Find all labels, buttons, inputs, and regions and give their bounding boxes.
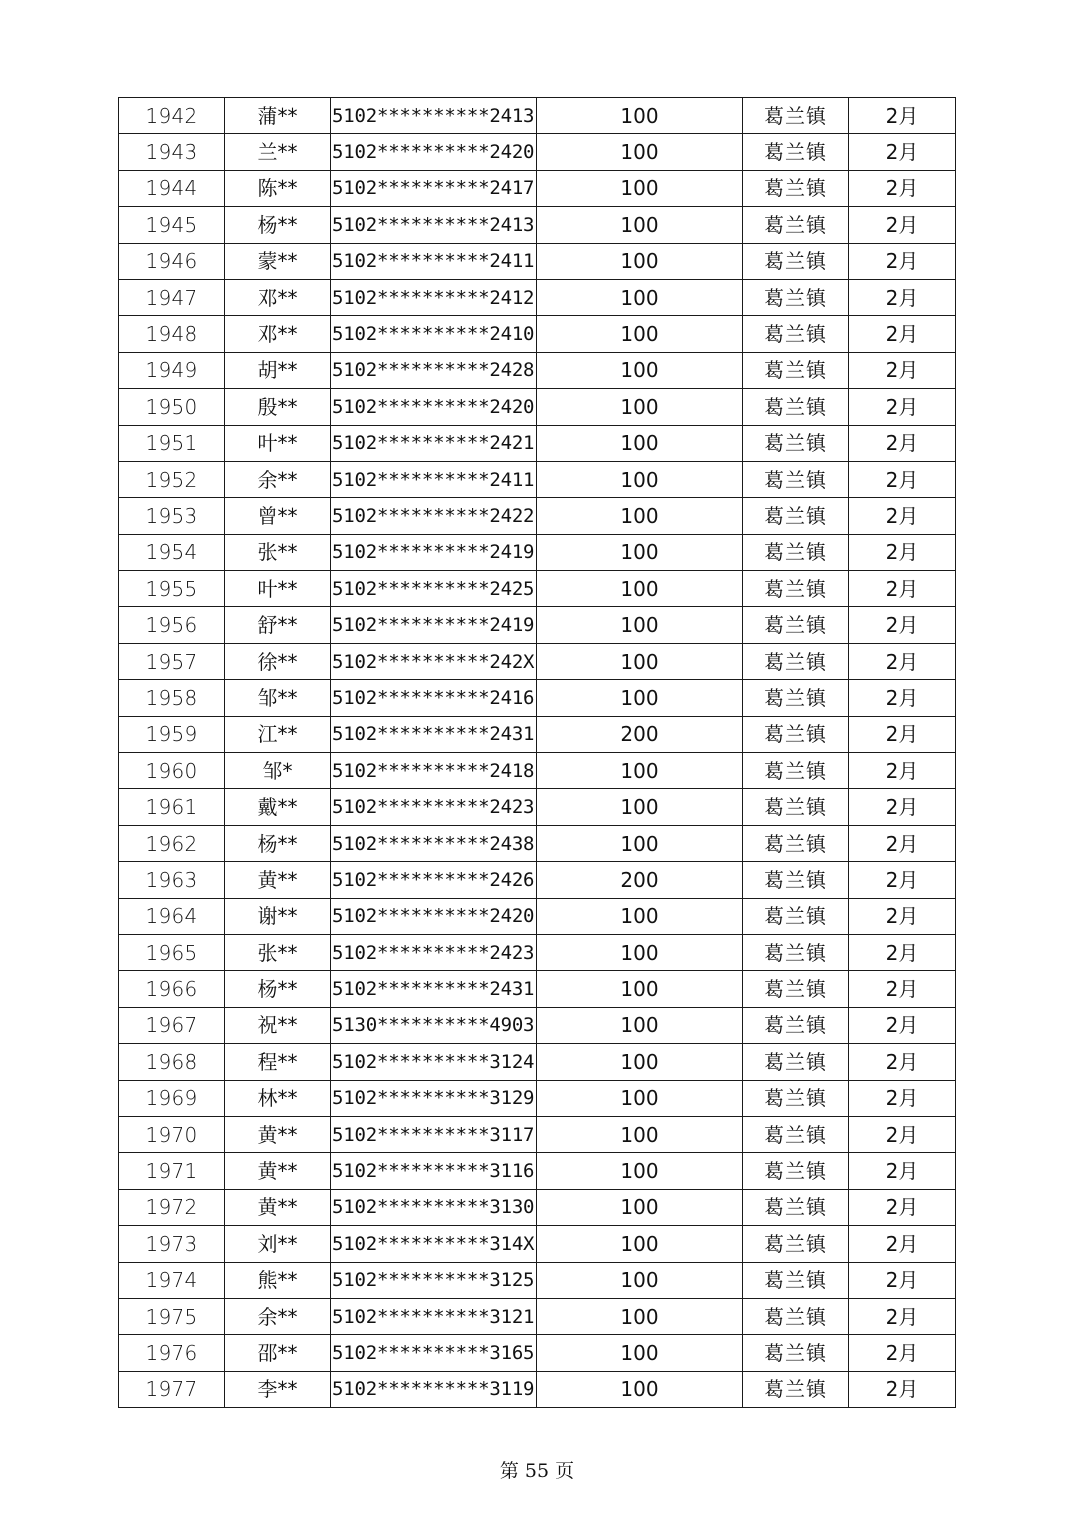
cell-month: 2月 bbox=[849, 789, 956, 825]
cell-id-number: 5102**********2422 bbox=[331, 498, 537, 534]
cell-seq: 1950 bbox=[119, 389, 225, 425]
cell-town: 葛兰镇 bbox=[743, 134, 849, 170]
cell-name: 谢** bbox=[225, 898, 331, 934]
cell-amount: 100 bbox=[537, 571, 743, 607]
cell-id-number: 5102**********3117 bbox=[331, 1116, 537, 1152]
cell-seq: 1972 bbox=[119, 1189, 225, 1225]
cell-seq: 1973 bbox=[119, 1226, 225, 1262]
cell-id-number: 5102**********2420 bbox=[331, 898, 537, 934]
cell-id-number: 5102**********2428 bbox=[331, 352, 537, 388]
cell-month: 2月 bbox=[849, 716, 956, 752]
cell-id-number: 5102**********2418 bbox=[331, 753, 537, 789]
cell-amount: 100 bbox=[537, 825, 743, 861]
cell-amount: 100 bbox=[537, 534, 743, 570]
cell-amount: 100 bbox=[537, 279, 743, 315]
table-row bbox=[119, 1116, 956, 1152]
cell-town: 葛兰镇 bbox=[743, 207, 849, 243]
cell-town: 葛兰镇 bbox=[743, 862, 849, 898]
table-row bbox=[119, 753, 956, 789]
cell-name: 徐** bbox=[225, 643, 331, 679]
cell-month: 2月 bbox=[849, 862, 956, 898]
cell-town: 葛兰镇 bbox=[743, 1371, 849, 1407]
cell-month: 2月 bbox=[849, 1044, 956, 1080]
cell-id-number: 5102**********2438 bbox=[331, 825, 537, 861]
cell-name: 祝** bbox=[225, 1007, 331, 1043]
cell-name: 蒲** bbox=[225, 98, 331, 134]
cell-amount: 200 bbox=[537, 716, 743, 752]
cell-town: 葛兰镇 bbox=[743, 352, 849, 388]
cell-seq: 1977 bbox=[119, 1371, 225, 1407]
cell-id-number: 5102**********2411 bbox=[331, 461, 537, 497]
cell-seq: 1971 bbox=[119, 1153, 225, 1189]
cell-seq: 1951 bbox=[119, 425, 225, 461]
cell-amount: 100 bbox=[537, 1298, 743, 1334]
cell-amount: 100 bbox=[537, 498, 743, 534]
cell-month: 2月 bbox=[849, 1262, 956, 1298]
cell-amount: 100 bbox=[537, 898, 743, 934]
cell-name: 余** bbox=[225, 461, 331, 497]
cell-id-number: 5102**********2420 bbox=[331, 389, 537, 425]
cell-seq: 1958 bbox=[119, 680, 225, 716]
cell-town: 葛兰镇 bbox=[743, 498, 849, 534]
cell-id-number: 5102**********3125 bbox=[331, 1262, 537, 1298]
cell-month: 2月 bbox=[849, 1080, 956, 1116]
table-row bbox=[119, 1044, 956, 1080]
cell-month: 2月 bbox=[849, 971, 956, 1007]
table-row bbox=[119, 461, 956, 497]
cell-id-number: 5102**********3119 bbox=[331, 1371, 537, 1407]
table-row bbox=[119, 607, 956, 643]
table-row bbox=[119, 643, 956, 679]
cell-seq: 1966 bbox=[119, 971, 225, 1007]
cell-id-number: 5102**********2425 bbox=[331, 571, 537, 607]
cell-town: 葛兰镇 bbox=[743, 1262, 849, 1298]
table-row bbox=[119, 971, 956, 1007]
cell-town: 葛兰镇 bbox=[743, 789, 849, 825]
cell-name: 曾** bbox=[225, 498, 331, 534]
cell-amount: 100 bbox=[537, 1262, 743, 1298]
cell-id-number: 5102**********2419 bbox=[331, 534, 537, 570]
cell-month: 2月 bbox=[849, 607, 956, 643]
cell-id-number: 5102**********2423 bbox=[331, 934, 537, 970]
table-row bbox=[119, 934, 956, 970]
cell-seq: 1970 bbox=[119, 1116, 225, 1152]
cell-id-number: 5102**********2431 bbox=[331, 971, 537, 1007]
cell-id-number: 5102**********242X bbox=[331, 643, 537, 679]
cell-town: 葛兰镇 bbox=[743, 316, 849, 352]
cell-id-number: 5102**********2417 bbox=[331, 170, 537, 206]
cell-town: 葛兰镇 bbox=[743, 243, 849, 279]
cell-town: 葛兰镇 bbox=[743, 1007, 849, 1043]
cell-amount: 100 bbox=[537, 243, 743, 279]
cell-id-number: 5102**********2413 bbox=[331, 207, 537, 243]
cell-seq: 1949 bbox=[119, 352, 225, 388]
cell-month: 2月 bbox=[849, 316, 956, 352]
cell-amount: 100 bbox=[537, 1226, 743, 1262]
cell-seq: 1967 bbox=[119, 1007, 225, 1043]
cell-name: 邹* bbox=[225, 753, 331, 789]
cell-seq: 1961 bbox=[119, 789, 225, 825]
cell-id-number: 5102**********3129 bbox=[331, 1080, 537, 1116]
subsidy-table bbox=[118, 97, 956, 1408]
cell-name: 杨** bbox=[225, 971, 331, 1007]
cell-id-number: 5102**********3121 bbox=[331, 1298, 537, 1334]
cell-month: 2月 bbox=[849, 498, 956, 534]
cell-month: 2月 bbox=[849, 1298, 956, 1334]
cell-name: 张** bbox=[225, 534, 331, 570]
table-row bbox=[119, 1335, 956, 1371]
cell-seq: 1962 bbox=[119, 825, 225, 861]
cell-id-number: 5102**********2410 bbox=[331, 316, 537, 352]
cell-amount: 100 bbox=[537, 1335, 743, 1371]
cell-month: 2月 bbox=[849, 1007, 956, 1043]
cell-month: 2月 bbox=[849, 534, 956, 570]
cell-town: 葛兰镇 bbox=[743, 898, 849, 934]
table-row bbox=[119, 716, 956, 752]
cell-amount: 100 bbox=[537, 134, 743, 170]
cell-name: 蒙** bbox=[225, 243, 331, 279]
cell-town: 葛兰镇 bbox=[743, 389, 849, 425]
table-row bbox=[119, 898, 956, 934]
cell-name: 余** bbox=[225, 1298, 331, 1334]
cell-month: 2月 bbox=[849, 1226, 956, 1262]
cell-town: 葛兰镇 bbox=[743, 825, 849, 861]
table-row bbox=[119, 389, 956, 425]
cell-seq: 1954 bbox=[119, 534, 225, 570]
cell-name: 叶** bbox=[225, 425, 331, 461]
cell-seq: 1946 bbox=[119, 243, 225, 279]
cell-seq: 1953 bbox=[119, 498, 225, 534]
cell-month: 2月 bbox=[849, 461, 956, 497]
cell-seq: 1943 bbox=[119, 134, 225, 170]
cell-town: 葛兰镇 bbox=[743, 643, 849, 679]
cell-seq: 1959 bbox=[119, 716, 225, 752]
cell-amount: 100 bbox=[537, 607, 743, 643]
cell-seq: 1944 bbox=[119, 170, 225, 206]
cell-month: 2月 bbox=[849, 352, 956, 388]
cell-town: 葛兰镇 bbox=[743, 680, 849, 716]
cell-id-number: 5102**********2421 bbox=[331, 425, 537, 461]
cell-month: 2月 bbox=[849, 425, 956, 461]
table-row bbox=[119, 498, 956, 534]
cell-name: 黄** bbox=[225, 862, 331, 898]
cell-id-number: 5102**********2411 bbox=[331, 243, 537, 279]
cell-seq: 1945 bbox=[119, 207, 225, 243]
cell-town: 葛兰镇 bbox=[743, 1189, 849, 1225]
cell-amount: 100 bbox=[537, 753, 743, 789]
cell-month: 2月 bbox=[849, 1371, 956, 1407]
cell-month: 2月 bbox=[849, 134, 956, 170]
cell-town: 葛兰镇 bbox=[743, 425, 849, 461]
cell-town: 葛兰镇 bbox=[743, 1044, 849, 1080]
table-row bbox=[119, 571, 956, 607]
cell-town: 葛兰镇 bbox=[743, 607, 849, 643]
table-row bbox=[119, 98, 956, 134]
cell-month: 2月 bbox=[849, 898, 956, 934]
cell-amount: 100 bbox=[537, 1371, 743, 1407]
cell-seq: 1947 bbox=[119, 279, 225, 315]
table-row bbox=[119, 1189, 956, 1225]
cell-id-number: 5102**********3165 bbox=[331, 1335, 537, 1371]
cell-town: 葛兰镇 bbox=[743, 716, 849, 752]
table-row bbox=[119, 279, 956, 315]
cell-name: 邵** bbox=[225, 1335, 331, 1371]
cell-seq: 1974 bbox=[119, 1262, 225, 1298]
cell-name: 刘** bbox=[225, 1226, 331, 1262]
cell-town: 葛兰镇 bbox=[743, 1153, 849, 1189]
table-row bbox=[119, 680, 956, 716]
cell-id-number: 5102**********314X bbox=[331, 1226, 537, 1262]
cell-seq: 1955 bbox=[119, 571, 225, 607]
cell-month: 2月 bbox=[849, 934, 956, 970]
cell-town: 葛兰镇 bbox=[743, 571, 849, 607]
table-row bbox=[119, 134, 956, 170]
cell-id-number: 5102**********3116 bbox=[331, 1153, 537, 1189]
cell-month: 2月 bbox=[849, 571, 956, 607]
page-number: 第 55 页 bbox=[499, 1460, 575, 1482]
cell-id-number: 5102**********2416 bbox=[331, 680, 537, 716]
cell-amount: 100 bbox=[537, 934, 743, 970]
cell-name: 黄** bbox=[225, 1153, 331, 1189]
cell-amount: 100 bbox=[537, 789, 743, 825]
cell-amount: 100 bbox=[537, 461, 743, 497]
cell-seq: 1976 bbox=[119, 1335, 225, 1371]
cell-id-number: 5102**********2420 bbox=[331, 134, 537, 170]
cell-amount: 100 bbox=[537, 1116, 743, 1152]
cell-month: 2月 bbox=[849, 753, 956, 789]
cell-name: 熊** bbox=[225, 1262, 331, 1298]
cell-amount: 100 bbox=[537, 1044, 743, 1080]
table-row bbox=[119, 825, 956, 861]
cell-month: 2月 bbox=[849, 170, 956, 206]
cell-town: 葛兰镇 bbox=[743, 170, 849, 206]
cell-town: 葛兰镇 bbox=[743, 461, 849, 497]
cell-seq: 1942 bbox=[119, 98, 225, 134]
cell-seq: 1956 bbox=[119, 607, 225, 643]
cell-name: 邓** bbox=[225, 316, 331, 352]
cell-town: 葛兰镇 bbox=[743, 534, 849, 570]
cell-name: 张** bbox=[225, 934, 331, 970]
cell-name: 邓** bbox=[225, 279, 331, 315]
cell-name: 杨** bbox=[225, 207, 331, 243]
cell-month: 2月 bbox=[849, 98, 956, 134]
cell-month: 2月 bbox=[849, 825, 956, 861]
table-row bbox=[119, 1007, 956, 1043]
cell-name: 殷** bbox=[225, 389, 331, 425]
cell-name: 黄** bbox=[225, 1189, 331, 1225]
cell-name: 杨** bbox=[225, 825, 331, 861]
cell-month: 2月 bbox=[849, 243, 956, 279]
cell-id-number: 5102**********3130 bbox=[331, 1189, 537, 1225]
cell-town: 葛兰镇 bbox=[743, 1116, 849, 1152]
cell-id-number: 5102**********3124 bbox=[331, 1044, 537, 1080]
cell-town: 葛兰镇 bbox=[743, 1226, 849, 1262]
table-row bbox=[119, 170, 956, 206]
cell-month: 2月 bbox=[849, 680, 956, 716]
cell-name: 林** bbox=[225, 1080, 331, 1116]
cell-amount: 100 bbox=[537, 170, 743, 206]
table-row bbox=[119, 1262, 956, 1298]
table-row bbox=[119, 1080, 956, 1116]
cell-name: 胡** bbox=[225, 352, 331, 388]
table-row bbox=[119, 352, 956, 388]
cell-amount: 100 bbox=[537, 971, 743, 1007]
cell-town: 葛兰镇 bbox=[743, 1080, 849, 1116]
table-body bbox=[119, 98, 956, 1408]
cell-town: 葛兰镇 bbox=[743, 1298, 849, 1334]
cell-month: 2月 bbox=[849, 279, 956, 315]
table-row bbox=[119, 207, 956, 243]
cell-name: 陈** bbox=[225, 170, 331, 206]
cell-id-number: 5102**********2426 bbox=[331, 862, 537, 898]
table-row bbox=[119, 1226, 956, 1262]
cell-seq: 1948 bbox=[119, 316, 225, 352]
cell-seq: 1964 bbox=[119, 898, 225, 934]
cell-seq: 1968 bbox=[119, 1044, 225, 1080]
cell-month: 2月 bbox=[849, 389, 956, 425]
table-row bbox=[119, 243, 956, 279]
cell-name: 兰** bbox=[225, 134, 331, 170]
cell-town: 葛兰镇 bbox=[743, 971, 849, 1007]
cell-id-number: 5130**********4903 bbox=[331, 1007, 537, 1043]
cell-month: 2月 bbox=[849, 1189, 956, 1225]
cell-name: 李** bbox=[225, 1371, 331, 1407]
cell-amount: 100 bbox=[537, 643, 743, 679]
cell-amount: 200 bbox=[537, 862, 743, 898]
cell-amount: 100 bbox=[537, 352, 743, 388]
cell-name: 舒** bbox=[225, 607, 331, 643]
table-row bbox=[119, 1153, 956, 1189]
cell-seq: 1975 bbox=[119, 1298, 225, 1334]
table-row bbox=[119, 789, 956, 825]
cell-town: 葛兰镇 bbox=[743, 279, 849, 315]
cell-amount: 100 bbox=[537, 1189, 743, 1225]
cell-amount: 100 bbox=[537, 1007, 743, 1043]
table-row bbox=[119, 534, 956, 570]
cell-id-number: 5102**********2423 bbox=[331, 789, 537, 825]
cell-town: 葛兰镇 bbox=[743, 98, 849, 134]
cell-name: 戴** bbox=[225, 789, 331, 825]
cell-amount: 100 bbox=[537, 1153, 743, 1189]
cell-month: 2月 bbox=[849, 643, 956, 679]
cell-month: 2月 bbox=[849, 1153, 956, 1189]
cell-name: 黄** bbox=[225, 1116, 331, 1152]
cell-id-number: 5102**********2413 bbox=[331, 98, 537, 134]
cell-month: 2月 bbox=[849, 207, 956, 243]
cell-town: 葛兰镇 bbox=[743, 934, 849, 970]
cell-amount: 100 bbox=[537, 1080, 743, 1116]
cell-seq: 1952 bbox=[119, 461, 225, 497]
cell-seq: 1965 bbox=[119, 934, 225, 970]
cell-seq: 1960 bbox=[119, 753, 225, 789]
table-row bbox=[119, 862, 956, 898]
cell-amount: 100 bbox=[537, 389, 743, 425]
cell-amount: 100 bbox=[537, 425, 743, 461]
cell-name: 程** bbox=[225, 1044, 331, 1080]
cell-town: 葛兰镇 bbox=[743, 753, 849, 789]
cell-name: 叶** bbox=[225, 571, 331, 607]
cell-amount: 100 bbox=[537, 316, 743, 352]
cell-town: 葛兰镇 bbox=[743, 1335, 849, 1371]
cell-amount: 100 bbox=[537, 98, 743, 134]
cell-seq: 1969 bbox=[119, 1080, 225, 1116]
table-row bbox=[119, 316, 956, 352]
cell-seq: 1957 bbox=[119, 643, 225, 679]
cell-amount: 100 bbox=[537, 680, 743, 716]
cell-month: 2月 bbox=[849, 1335, 956, 1371]
cell-seq: 1963 bbox=[119, 862, 225, 898]
table-row bbox=[119, 1298, 956, 1334]
cell-id-number: 5102**********2412 bbox=[331, 279, 537, 315]
table-row bbox=[119, 1371, 956, 1407]
cell-amount: 100 bbox=[537, 207, 743, 243]
cell-name: 江** bbox=[225, 716, 331, 752]
cell-name: 邹** bbox=[225, 680, 331, 716]
table-row bbox=[119, 425, 956, 461]
cell-month: 2月 bbox=[849, 1116, 956, 1152]
cell-id-number: 5102**********2419 bbox=[331, 607, 537, 643]
cell-id-number: 5102**********2431 bbox=[331, 716, 537, 752]
